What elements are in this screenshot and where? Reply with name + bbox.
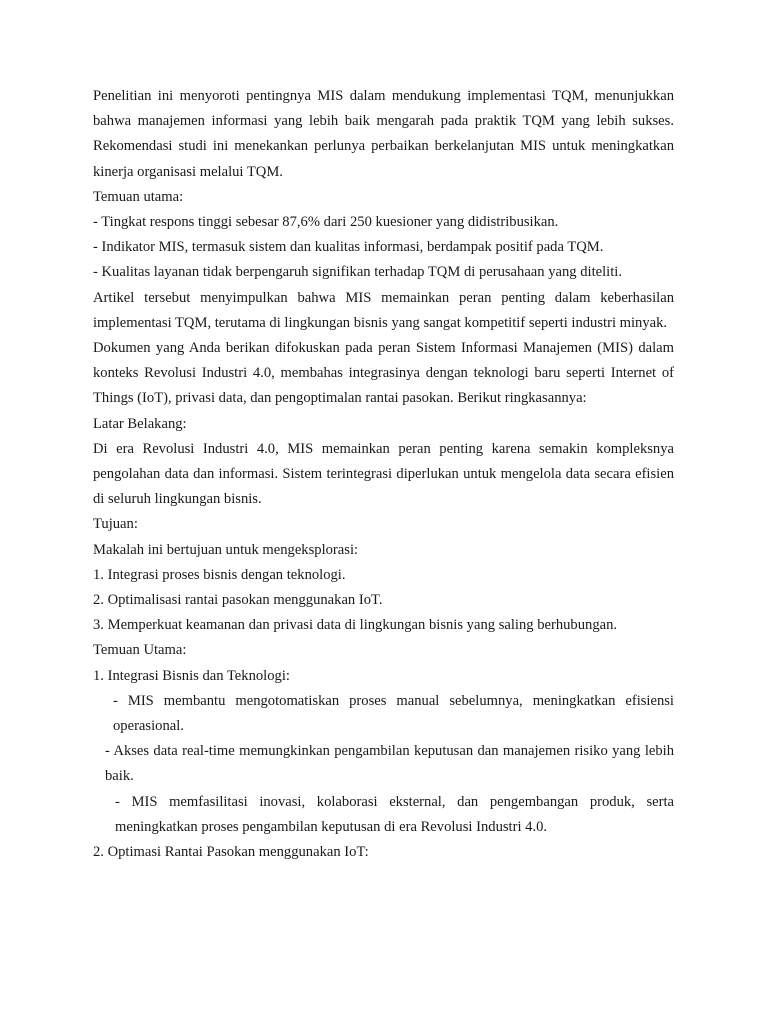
bullet-item: - Tingkat respons tinggi sebesar 87,6% dari 250 kuesioner yang didistribusikan. — [93, 214, 559, 231]
subsection-title: 1. Integrasi Bisnis dan Teknologi: — [93, 667, 290, 684]
paragraph-intro: Penelitian ini menyoroti pentingnya MIS dalam mendukung implementasi TQM, menunjukkan bahwa manajemen informasi yang lebih baik mengarah pada praktik TQM yang lebih sukses. Rekomendasi studi ini menekankan perlunya perbaikan berkelanjutan MIS untuk meningkatkan kinerja organisasi melalui TQM. — [93, 88, 674, 180]
sub-bullet-item: - MIS memfasilitasi inovasi, kolaborasi eksternal, dan pengembangan produk, serta meningkatkan proses pengambilan keputusan di era Revolusi Industri 4.0. — [115, 793, 674, 835]
heading-temuan-utama: Temuan utama: — [93, 188, 184, 205]
sub-bullet-item: - MIS membantu mengotomatiskan proses manual sebelumnya, meningkatkan efisiensi operasional. — [113, 692, 674, 735]
subsection-title: 2. Optimasi Rantai Pasokan menggunakan IoT: — [93, 844, 369, 861]
heading-latar-belakang: Latar Belakang: — [93, 415, 187, 432]
bullet-item: - Kualitas layanan tidak berpengaruh signifikan terhadap TQM di perusahaan yang diteliti. — [93, 264, 622, 281]
paragraph-background: Di era Revolusi Industri 4.0, MIS memainkan peran penting karena semakin kompleksnya pengolahan data dan informasi. Sistem terintegrasi diperlukan untuk mengelola data secara efisien di seluruh lingkungan bisnis. — [93, 440, 674, 508]
heading-temuan-utama-2: Temuan Utama: — [93, 642, 187, 659]
document-page — [93, 84, 674, 865]
bullet-item: - Indikator MIS, termasuk sistem dan kualitas informasi, berdampak positif pada TQM. — [93, 239, 604, 256]
heading-tujuan: Tujuan: — [93, 516, 138, 533]
paragraph-conclusion: Artikel tersebut menyimpulkan bahwa MIS memainkan peran penting dalam keberhasilan implementasi TQM, terutama di lingkungan bisnis yang sangat kompetitif seperti industri minyak. — [93, 289, 674, 331]
numbered-item: 2. Optimalisasi rantai pasokan menggunakan IoT. — [93, 592, 383, 609]
numbered-item: 1. Integrasi proses bisnis dengan teknologi. — [93, 566, 346, 583]
paragraph-document-focus: Dokumen yang Anda berikan difokuskan pada peran Sistem Informasi Manajemen (MIS) dalam konteks Revolusi Industri 4.0, membahas integrasinya dengan teknologi baru seperti Internet of Things (IoT), privasi data, dan pengoptimalan rantai pasokan. Berikut ringkasannya: — [93, 340, 674, 407]
numbered-item: 3. Memperkuat keamanan dan privasi data di lingkungan bisnis yang saling berhubungan. — [93, 617, 618, 634]
sub-bullet-item: - Akses data real-time memungkinkan pengambilan keputusan dan manajemen risiko yang lebih baik. — [105, 743, 674, 785]
paragraph-objective-intro: Makalah ini bertujuan untuk mengeksplorasi: — [93, 541, 359, 558]
